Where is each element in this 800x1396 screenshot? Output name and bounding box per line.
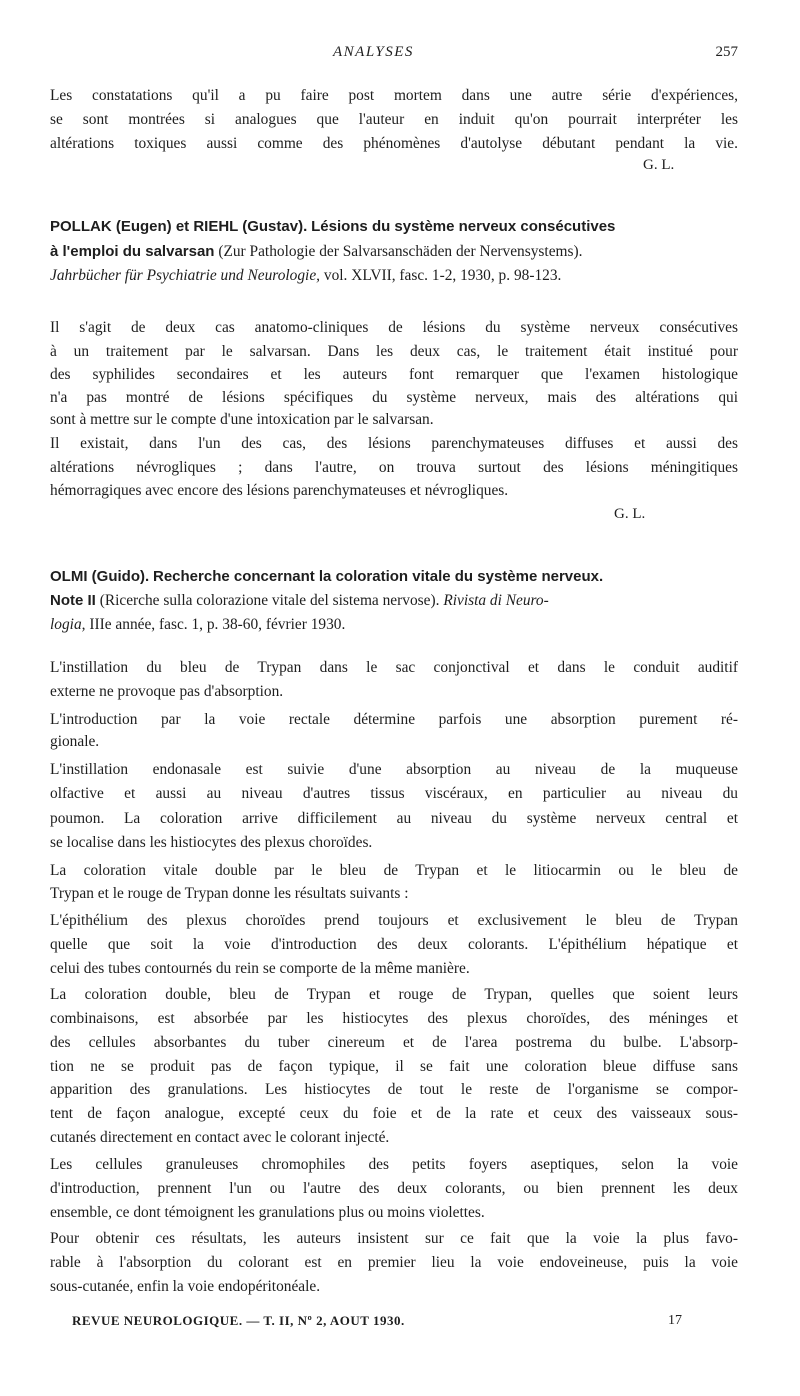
entry2-title-part1: Lésions du système nerveux consécutives — [311, 218, 616, 235]
footer-journal-line: REVUE NEUROLOGIQUE. — T. II, Nº 2, AOUT 1930. — [72, 1313, 405, 1328]
entry3-line-13: celui des tubes contournés du rein se comporte de la même manière. — [50, 960, 470, 977]
entry2-line-5: sont à mettre sur le compte d'une intoxication par le salvarsan. — [50, 411, 434, 428]
entry3-original-title: (Ricerche sulla colorazione vitale del sistema nervose). — [99, 592, 440, 609]
entry2-signature: G. L. — [614, 506, 646, 522]
entry3-line-26: sous-cutanée, enfin la voie endopéritonéale. — [50, 1278, 321, 1295]
entry2-line-7: altérations névrogliques ; dans l'autre, on trouva surtout des lésions méningitiques — [50, 459, 738, 476]
entry3-line-17: tion ne se produit pas de façon typique, il se fait une coloration bleue diffuse sans — [50, 1058, 738, 1075]
entry2-line-4: n'a pas montré de lésions spécifiques du système nerveux, mais des altérations qui — [50, 389, 738, 406]
entry1-line-1: Les constatations qu'il a pu faire post mortem dans une autre série d'expériences, — [50, 87, 738, 104]
entry3-line-12: quelle que soit la voie d'introduction des deux colorants. L'épithélium hépatique et — [50, 936, 738, 953]
entry3-line-4: gionale. — [50, 733, 100, 750]
entry3-line-15: combinaisons, est absorbée par les histiocytes des plexus choroïdes, des méninges et — [50, 1010, 738, 1027]
entry3-heading-line-1 — [50, 566, 738, 588]
entry1-signature: G. L. — [643, 157, 675, 173]
footer-signature-mark: 17 — [668, 1313, 682, 1328]
entry2-title-part2: à l'emploi du salvarsan — [50, 243, 215, 260]
entry2-authors: POLLAK (Eugen) et RIEHL (Gustav). — [50, 218, 308, 235]
entry2-heading-line-3 — [50, 265, 738, 287]
entry3-line-6: olfactive et aussi au niveau d'autres tissus viscéraux, en particulier au niveau du — [50, 785, 738, 802]
entry3-line-16: des cellules absorbantes du tuber cinereum et de l'area postrema du bulbe. L'absorp- — [50, 1034, 738, 1051]
entry2-heading-line-2 — [50, 241, 738, 263]
entry2-line-1: Il s'agit de deux cas anatomo-cliniques de lésions du système nerveux consécutives — [50, 319, 738, 336]
entry2-line-6: Il existait, dans l'un des cas, des lésions parenchymateuses diffuses et aussi des — [50, 435, 738, 452]
entry2-line-2: à un traitement par le salvarsan. Dans les deux cas, le traitement était institué pour — [50, 343, 738, 360]
entry3-journal-cont: logia, — [50, 616, 86, 633]
entry3-line-10: Trypan et le rouge de Trypan donne les résultats suivants : — [50, 885, 409, 902]
entry3-title-part2: Note II — [50, 592, 96, 609]
entry3-line-5: L'instillation endonasale est suivie d'une absorption au niveau de la muqueuse — [50, 761, 738, 778]
entry3-line-22: d'introduction, prennent l'un ou l'autre des deux colorants, ou bien prennent les deux — [50, 1180, 738, 1197]
entry2-original-title: (Zur Pathologie der Salvarsanschäden der Nervensystems). — [218, 243, 583, 260]
entry3-line-11: L'épithélium des plexus choroïdes prend toujours et exclusivement le bleu de Trypan — [50, 912, 738, 929]
entry3-line-24: Pour obtenir ces résultats, les auteurs insistent sur ce fait que la voie la plus favo- — [50, 1230, 738, 1247]
entry3-journal: Rivista di Neuro- — [443, 592, 549, 609]
entry3-author: OLMI (Guido). — [50, 568, 150, 585]
running-title: ANALYSES — [333, 44, 414, 60]
entry3-line-7: poumon. La coloration arrive difficilement au niveau du système nerveux central et — [50, 810, 738, 827]
entry3-line-23: ensemble, ce dont témoignent les granulations plus ou moins violettes. — [50, 1204, 485, 1221]
entry1-line-3: altérations toxiques aussi comme des phénomènes d'autolyse débutant pendant la vie. — [50, 135, 738, 152]
entry3-citation: IIIe année, fasc. 1, p. 38-60, février 1930. — [89, 616, 346, 633]
entry3-line-19: tent de façon analogue, excepté ceux du foie et de la rate et ceux des vaisseaux sous- — [50, 1105, 738, 1122]
entry3-heading-line-2 — [50, 590, 738, 612]
entry3-line-25: rable à l'absorption du colorant est en premier lieu la voie endoveineuse, puis la voie — [50, 1254, 738, 1271]
entry3-line-21: Les cellules granuleuses chromophiles des petits foyers aseptiques, selon la voie — [50, 1156, 738, 1173]
entry3-line-1: L'instillation du bleu de Trypan dans le sac conjonctival et dans le conduit auditif — [50, 659, 738, 676]
entry3-line-3: L'introduction par la voie rectale détermine parfois une absorption purement ré- — [50, 711, 738, 728]
entry3-line-14: La coloration double, bleu de Trypan et rouge de Trypan, quelles que soient leurs — [50, 986, 738, 1003]
entry3-heading-line-3 — [50, 614, 738, 636]
entry3-line-2: externe ne provoque pas d'absorption. — [50, 683, 284, 700]
entry3-line-8: se localise dans les histiocytes des plexus choroïdes. — [50, 834, 373, 851]
entry3-line-20: cutanés directement en contact avec le colorant injecté. — [50, 1129, 390, 1146]
entry1-line-2: se sont montrées si analogues que l'auteur en induit qu'on pourrait interpréter les — [50, 111, 738, 128]
entry3-line-18: apparition des granulations. Les histiocytes de tout le reste de l'organisme se compor- — [50, 1081, 738, 1098]
entry2-line-3: des syphilides secondaires et les auteurs font remarquer que l'examen histologique — [50, 366, 738, 383]
page-number: 257 — [715, 44, 738, 60]
entry2-heading-line-1 — [50, 216, 738, 238]
entry2-line-8: hémorragiques avec encore des lésions parenchymateuses et névrogliques. — [50, 482, 509, 499]
entry3-line-9: La coloration vitale double par le bleu de Trypan et le litiocarmin ou le bleu de — [50, 862, 738, 879]
entry2-citation: vol. XLVII, fasc. 1-2, 1930, p. 98-123. — [323, 267, 562, 284]
entry2-journal: Jahrbücher für Psychiatrie und Neurologie, — [50, 267, 321, 284]
entry3-title-part1: Recherche concernant la coloration vitale du système nerveux. — [153, 568, 604, 585]
